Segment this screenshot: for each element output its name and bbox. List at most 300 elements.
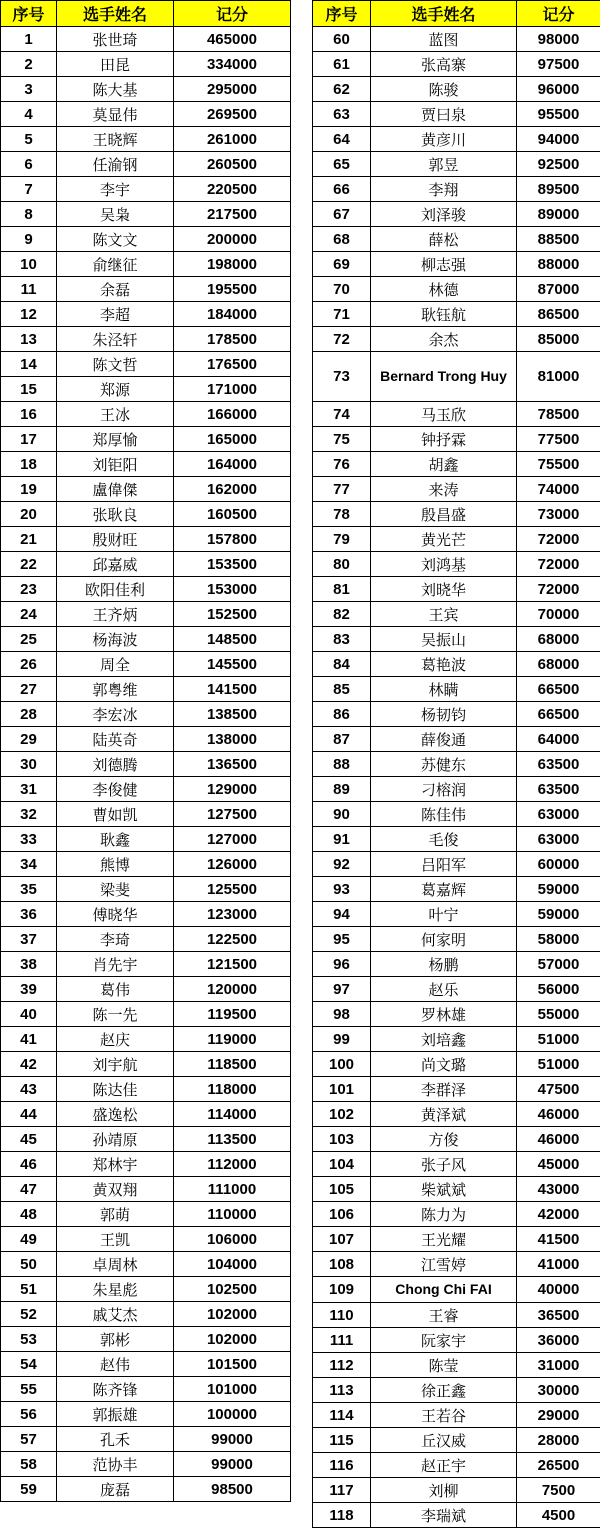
rank-cell: 23 xyxy=(1,577,57,602)
rank-cell: 14 xyxy=(1,352,57,377)
table-row xyxy=(1,302,291,327)
rank-cell: 9 xyxy=(1,227,57,252)
score-cell: 111000 xyxy=(174,1177,291,1202)
player-name-cell: 郭昱 xyxy=(371,152,517,177)
player-name-cell: 阮家宇 xyxy=(371,1328,517,1353)
rank-cell: 16 xyxy=(1,402,57,427)
score-cell: 112000 xyxy=(174,1152,291,1177)
table-row xyxy=(1,727,291,752)
score-cell: 63000 xyxy=(517,802,600,827)
player-name-cell: 俞继征 xyxy=(57,252,174,277)
player-name-cell: 李宏冰 xyxy=(57,702,174,727)
table-row xyxy=(313,802,600,827)
table-row xyxy=(1,1152,291,1177)
table-row xyxy=(1,202,291,227)
table-row xyxy=(313,977,600,1002)
table-row xyxy=(1,1227,291,1252)
score-cell: 78500 xyxy=(517,402,600,427)
table-row xyxy=(1,252,291,277)
score-cell: 88000 xyxy=(517,252,600,277)
table-row xyxy=(1,152,291,177)
score-cell: 72000 xyxy=(517,552,600,577)
table-row xyxy=(313,902,600,927)
rank-header: 序号 xyxy=(1,1,57,27)
score-cell: 28000 xyxy=(517,1428,600,1453)
rank-cell: 5 xyxy=(1,127,57,152)
player-name-cell: 江雪婷 xyxy=(371,1252,517,1277)
rank-cell: 85 xyxy=(313,677,371,702)
player-name-cell: 郭振雄 xyxy=(57,1402,174,1427)
player-name-cell: 李翔 xyxy=(371,177,517,202)
table-row xyxy=(1,627,291,652)
player-name-cell: 吴枭 xyxy=(57,202,174,227)
player-name-cell: 盧偉傑 xyxy=(57,477,174,502)
table-row xyxy=(1,527,291,552)
table-row xyxy=(313,1403,600,1428)
score-cell: 334000 xyxy=(174,52,291,77)
rank-cell: 116 xyxy=(313,1453,371,1478)
table-row xyxy=(1,1002,291,1027)
score-cell: 42000 xyxy=(517,1202,600,1227)
player-name-cell: 蓝图 xyxy=(371,27,517,52)
score-cell: 95500 xyxy=(517,102,600,127)
table-row xyxy=(313,752,600,777)
ranking-table-left xyxy=(0,0,291,1502)
player-name-cell: 欧阳佳利 xyxy=(57,577,174,602)
score-header: 记分 xyxy=(174,1,291,27)
player-name-cell: 梁斐 xyxy=(57,877,174,902)
table-row xyxy=(313,352,600,402)
rank-cell: 57 xyxy=(1,1427,57,1452)
rank-cell: 19 xyxy=(1,477,57,502)
score-cell: 64000 xyxy=(517,727,600,752)
score-cell: 153500 xyxy=(174,552,291,577)
player-name-cell: 郭彬 xyxy=(57,1327,174,1352)
player-name-cell: 张高寨 xyxy=(371,52,517,77)
table-row xyxy=(313,1453,600,1478)
player-name-cell: 李俊健 xyxy=(57,777,174,802)
rank-cell: 2 xyxy=(1,52,57,77)
score-cell: 162000 xyxy=(174,477,291,502)
player-name-cell: 郑厚愉 xyxy=(57,427,174,452)
table-row xyxy=(1,552,291,577)
score-cell: 148500 xyxy=(174,627,291,652)
rank-cell: 84 xyxy=(313,652,371,677)
score-cell: 72000 xyxy=(517,527,600,552)
score-cell: 36500 xyxy=(517,1303,600,1328)
rank-cell: 66 xyxy=(313,177,371,202)
rank-cell: 35 xyxy=(1,877,57,902)
player-name-cell: 钟抒霖 xyxy=(371,427,517,452)
rank-cell: 27 xyxy=(1,677,57,702)
table-row xyxy=(313,602,600,627)
score-cell: 99000 xyxy=(174,1427,291,1452)
score-cell: 40000 xyxy=(517,1277,600,1303)
player-name-cell: 刘泽骏 xyxy=(371,202,517,227)
score-cell: 104000 xyxy=(174,1252,291,1277)
rank-cell: 22 xyxy=(1,552,57,577)
player-name-cell: 叶宁 xyxy=(371,902,517,927)
player-name-cell: 葛艳波 xyxy=(371,652,517,677)
score-cell: 43000 xyxy=(517,1177,600,1202)
player-name-cell: 范协丰 xyxy=(57,1452,174,1477)
player-name-cell: 刘钜阳 xyxy=(57,452,174,477)
rank-cell: 49 xyxy=(1,1227,57,1252)
rank-cell: 103 xyxy=(313,1127,371,1152)
table-row xyxy=(313,402,600,427)
player-name-cell: 李超 xyxy=(57,302,174,327)
player-name-cell: 陈一先 xyxy=(57,1002,174,1027)
player-name-cell: 陈达佳 xyxy=(57,1077,174,1102)
score-cell: 31000 xyxy=(517,1353,600,1378)
score-cell: 88500 xyxy=(517,227,600,252)
rank-cell: 60 xyxy=(313,27,371,52)
table-row xyxy=(1,377,291,402)
player-name-cell: 郑林宇 xyxy=(57,1152,174,1177)
rank-cell: 111 xyxy=(313,1328,371,1353)
table-row xyxy=(313,1478,600,1503)
score-cell: 113500 xyxy=(174,1127,291,1152)
rank-cell: 78 xyxy=(313,502,371,527)
rank-cell: 91 xyxy=(313,827,371,852)
table-row xyxy=(313,527,600,552)
table-row xyxy=(1,1402,291,1427)
player-name-cell: 林瞒 xyxy=(371,677,517,702)
rank-cell: 75 xyxy=(313,427,371,452)
score-cell: 59000 xyxy=(517,902,600,927)
score-cell: 70000 xyxy=(517,602,600,627)
rank-cell: 21 xyxy=(1,527,57,552)
player-name-cell: 殷财旺 xyxy=(57,527,174,552)
score-cell: 59000 xyxy=(517,877,600,902)
player-name-cell: 李宇 xyxy=(57,177,174,202)
score-cell: 119500 xyxy=(174,1002,291,1027)
table-row xyxy=(1,452,291,477)
rank-cell: 33 xyxy=(1,827,57,852)
rank-cell: 58 xyxy=(1,1452,57,1477)
table-row xyxy=(313,227,600,252)
rank-cell: 40 xyxy=(1,1002,57,1027)
score-cell: 94000 xyxy=(517,127,600,152)
score-cell: 145500 xyxy=(174,652,291,677)
table-row xyxy=(313,152,600,177)
score-cell: 200000 xyxy=(174,227,291,252)
rank-cell: 17 xyxy=(1,427,57,452)
rank-cell: 63 xyxy=(313,102,371,127)
table-row xyxy=(1,602,291,627)
player-name-cell: 薛松 xyxy=(371,227,517,252)
table-row xyxy=(313,1127,600,1152)
rank-cell: 106 xyxy=(313,1202,371,1227)
table-row xyxy=(1,27,291,52)
table-row xyxy=(1,902,291,927)
score-cell: 98500 xyxy=(174,1477,291,1502)
table-row xyxy=(1,1327,291,1352)
rank-cell: 39 xyxy=(1,977,57,1002)
score-cell: 102500 xyxy=(174,1277,291,1302)
player-name-cell: 王光耀 xyxy=(371,1227,517,1252)
player-name-cell: 陈佳伟 xyxy=(371,802,517,827)
rank-cell: 69 xyxy=(313,252,371,277)
score-cell: 101000 xyxy=(174,1377,291,1402)
player-name-cell: 盛逸松 xyxy=(57,1102,174,1127)
player-name-cell: 王冰 xyxy=(57,402,174,427)
score-cell: 106000 xyxy=(174,1227,291,1252)
player-name-cell: 刁榕润 xyxy=(371,777,517,802)
table-row xyxy=(313,302,600,327)
table-row xyxy=(313,627,600,652)
table-row xyxy=(1,327,291,352)
player-name-cell: 薛俊通 xyxy=(371,727,517,752)
rank-cell: 34 xyxy=(1,852,57,877)
player-name-cell: 陈文文 xyxy=(57,227,174,252)
table-row xyxy=(1,652,291,677)
score-cell: 26500 xyxy=(517,1453,600,1478)
player-name-cell: 赵伟 xyxy=(57,1352,174,1377)
rank-cell: 73 xyxy=(313,352,371,402)
rank-cell: 65 xyxy=(313,152,371,177)
rank-cell: 6 xyxy=(1,152,57,177)
score-cell: 114000 xyxy=(174,1102,291,1127)
score-cell: 63000 xyxy=(517,827,600,852)
table-row xyxy=(313,1052,600,1077)
rank-cell: 70 xyxy=(313,277,371,302)
table-row xyxy=(313,1277,600,1303)
table-row xyxy=(1,427,291,452)
rank-cell: 13 xyxy=(1,327,57,352)
player-name-cell: 葛嘉辉 xyxy=(371,877,517,902)
table-row xyxy=(1,102,291,127)
score-cell: 81000 xyxy=(517,352,600,402)
player-name-cell: 胡鑫 xyxy=(371,452,517,477)
score-cell: 102000 xyxy=(174,1302,291,1327)
rank-cell: 4 xyxy=(1,102,57,127)
score-cell: 66500 xyxy=(517,677,600,702)
player-name-cell: 马玉欣 xyxy=(371,402,517,427)
player-name-cell: 刘培鑫 xyxy=(371,1027,517,1052)
table-row xyxy=(313,577,600,602)
rank-cell: 92 xyxy=(313,852,371,877)
score-cell: 123000 xyxy=(174,902,291,927)
table-row xyxy=(1,677,291,702)
rank-cell: 112 xyxy=(313,1353,371,1378)
player-name-cell: 尚文璐 xyxy=(371,1052,517,1077)
rank-cell: 32 xyxy=(1,802,57,827)
player-name-cell: 朱泾轩 xyxy=(57,327,174,352)
table-row xyxy=(1,1452,291,1477)
table-row xyxy=(313,877,600,902)
rank-cell: 83 xyxy=(313,627,371,652)
rank-cell: 77 xyxy=(313,477,371,502)
table-row xyxy=(313,252,600,277)
rank-cell: 48 xyxy=(1,1202,57,1227)
score-cell: 152500 xyxy=(174,602,291,627)
score-cell: 129000 xyxy=(174,777,291,802)
rank-cell: 88 xyxy=(313,752,371,777)
rank-header: 序号 xyxy=(313,1,371,27)
player-name-cell: 杨韧钧 xyxy=(371,702,517,727)
player-name-cell: 孔禾 xyxy=(57,1427,174,1452)
score-cell: 138000 xyxy=(174,727,291,752)
player-name-cell: 余杰 xyxy=(371,327,517,352)
score-cell: 141500 xyxy=(174,677,291,702)
table-row xyxy=(1,1252,291,1277)
score-cell: 138500 xyxy=(174,702,291,727)
player-name-cell: 戚艾杰 xyxy=(57,1302,174,1327)
table-row xyxy=(1,577,291,602)
score-cell: 96000 xyxy=(517,77,600,102)
score-cell: 136500 xyxy=(174,752,291,777)
player-name-cell: 刘鸿基 xyxy=(371,552,517,577)
table-row xyxy=(1,402,291,427)
score-cell: 36000 xyxy=(517,1328,600,1353)
table-row xyxy=(1,702,291,727)
player-name-cell: 郑源 xyxy=(57,377,174,402)
rank-cell: 95 xyxy=(313,927,371,952)
score-cell: 153000 xyxy=(174,577,291,602)
table-row xyxy=(313,1177,600,1202)
score-cell: 68000 xyxy=(517,652,600,677)
player-name-cell: 王若谷 xyxy=(371,1403,517,1428)
rank-cell: 30 xyxy=(1,752,57,777)
table-row xyxy=(313,727,600,752)
rank-cell: 90 xyxy=(313,802,371,827)
ranking-table-right xyxy=(312,0,600,1528)
table-row xyxy=(313,477,600,502)
score-cell: 41000 xyxy=(517,1252,600,1277)
rank-cell: 37 xyxy=(1,927,57,952)
score-cell: 160500 xyxy=(174,502,291,527)
score-cell: 63500 xyxy=(517,777,600,802)
score-cell: 92500 xyxy=(517,152,600,177)
score-cell: 7500 xyxy=(517,1478,600,1503)
table-row xyxy=(313,1002,600,1027)
score-cell: 119000 xyxy=(174,1027,291,1052)
player-name-cell: 吴振山 xyxy=(371,627,517,652)
rank-cell: 26 xyxy=(1,652,57,677)
score-cell: 89000 xyxy=(517,202,600,227)
player-name-cell: 徐正鑫 xyxy=(371,1378,517,1403)
rank-cell: 104 xyxy=(313,1152,371,1177)
rank-cell: 59 xyxy=(1,1477,57,1502)
score-cell: 99000 xyxy=(174,1452,291,1477)
table-row xyxy=(1,752,291,777)
rank-cell: 24 xyxy=(1,602,57,627)
name-header: 选手姓名 xyxy=(371,1,517,27)
score-cell: 261000 xyxy=(174,127,291,152)
ranking-body-left xyxy=(1,27,291,1502)
table-row xyxy=(313,502,600,527)
score-cell: 55000 xyxy=(517,1002,600,1027)
player-name-cell: 刘宇航 xyxy=(57,1052,174,1077)
rank-cell: 100 xyxy=(313,1052,371,1077)
score-cell: 465000 xyxy=(174,27,291,52)
rank-cell: 7 xyxy=(1,177,57,202)
score-cell: 269500 xyxy=(174,102,291,127)
table-row xyxy=(313,327,600,352)
score-cell: 127500 xyxy=(174,802,291,827)
player-name-cell: 余磊 xyxy=(57,277,174,302)
rank-cell: 97 xyxy=(313,977,371,1002)
rank-cell: 42 xyxy=(1,1052,57,1077)
table-row xyxy=(313,1077,600,1102)
rank-cell: 51 xyxy=(1,1277,57,1302)
player-name-cell: 王凯 xyxy=(57,1227,174,1252)
table-row xyxy=(313,1027,600,1052)
rank-cell: 114 xyxy=(313,1403,371,1428)
player-name-cell: 黄彦川 xyxy=(371,127,517,152)
table-row xyxy=(1,352,291,377)
table-row xyxy=(1,1377,291,1402)
rank-cell: 94 xyxy=(313,902,371,927)
table-row xyxy=(1,1052,291,1077)
player-name-cell: 何家明 xyxy=(371,927,517,952)
score-cell: 171000 xyxy=(174,377,291,402)
player-name-cell: 陆英奇 xyxy=(57,727,174,752)
table-row xyxy=(313,1353,600,1378)
table-row xyxy=(1,477,291,502)
player-name-cell: 柳志强 xyxy=(371,252,517,277)
table-row xyxy=(1,777,291,802)
score-cell: 102000 xyxy=(174,1327,291,1352)
table-row xyxy=(313,1503,600,1528)
table-row xyxy=(313,952,600,977)
table-row xyxy=(1,1302,291,1327)
table-row xyxy=(313,1152,600,1177)
score-cell: 122500 xyxy=(174,927,291,952)
player-name-cell: 方俊 xyxy=(371,1127,517,1152)
table-row xyxy=(1,1027,291,1052)
header-row xyxy=(1,1,291,27)
rank-cell: 80 xyxy=(313,552,371,577)
score-cell: 60000 xyxy=(517,852,600,877)
rank-cell: 52 xyxy=(1,1302,57,1327)
score-cell: 157800 xyxy=(174,527,291,552)
player-name-cell: 耿鑫 xyxy=(57,827,174,852)
player-name-cell: 田昆 xyxy=(57,52,174,77)
rank-cell: 99 xyxy=(313,1027,371,1052)
rank-cell: 108 xyxy=(313,1252,371,1277)
score-cell: 165000 xyxy=(174,427,291,452)
player-name-cell: 庞磊 xyxy=(57,1477,174,1502)
score-cell: 68000 xyxy=(517,627,600,652)
score-cell: 46000 xyxy=(517,1102,600,1127)
score-cell: 58000 xyxy=(517,927,600,952)
rank-cell: 101 xyxy=(313,1077,371,1102)
score-cell: 98000 xyxy=(517,27,600,52)
player-name-cell: 刘德腾 xyxy=(57,752,174,777)
rank-cell: 62 xyxy=(313,77,371,102)
rank-cell: 64 xyxy=(313,127,371,152)
rank-cell: 115 xyxy=(313,1428,371,1453)
score-cell: 87000 xyxy=(517,277,600,302)
player-name-cell: 赵正宇 xyxy=(371,1453,517,1478)
score-cell: 57000 xyxy=(517,952,600,977)
rank-cell: 15 xyxy=(1,377,57,402)
rank-cell: 109 xyxy=(313,1277,371,1303)
player-name-cell: 王宾 xyxy=(371,602,517,627)
rank-cell: 71 xyxy=(313,302,371,327)
rank-cell: 47 xyxy=(1,1177,57,1202)
rank-cell: 11 xyxy=(1,277,57,302)
table-row xyxy=(313,1303,600,1328)
player-name-cell: 苏健东 xyxy=(371,752,517,777)
table-row xyxy=(313,127,600,152)
table-row xyxy=(313,1252,600,1277)
rank-cell: 68 xyxy=(313,227,371,252)
table-row xyxy=(313,1202,600,1227)
table-row xyxy=(1,927,291,952)
